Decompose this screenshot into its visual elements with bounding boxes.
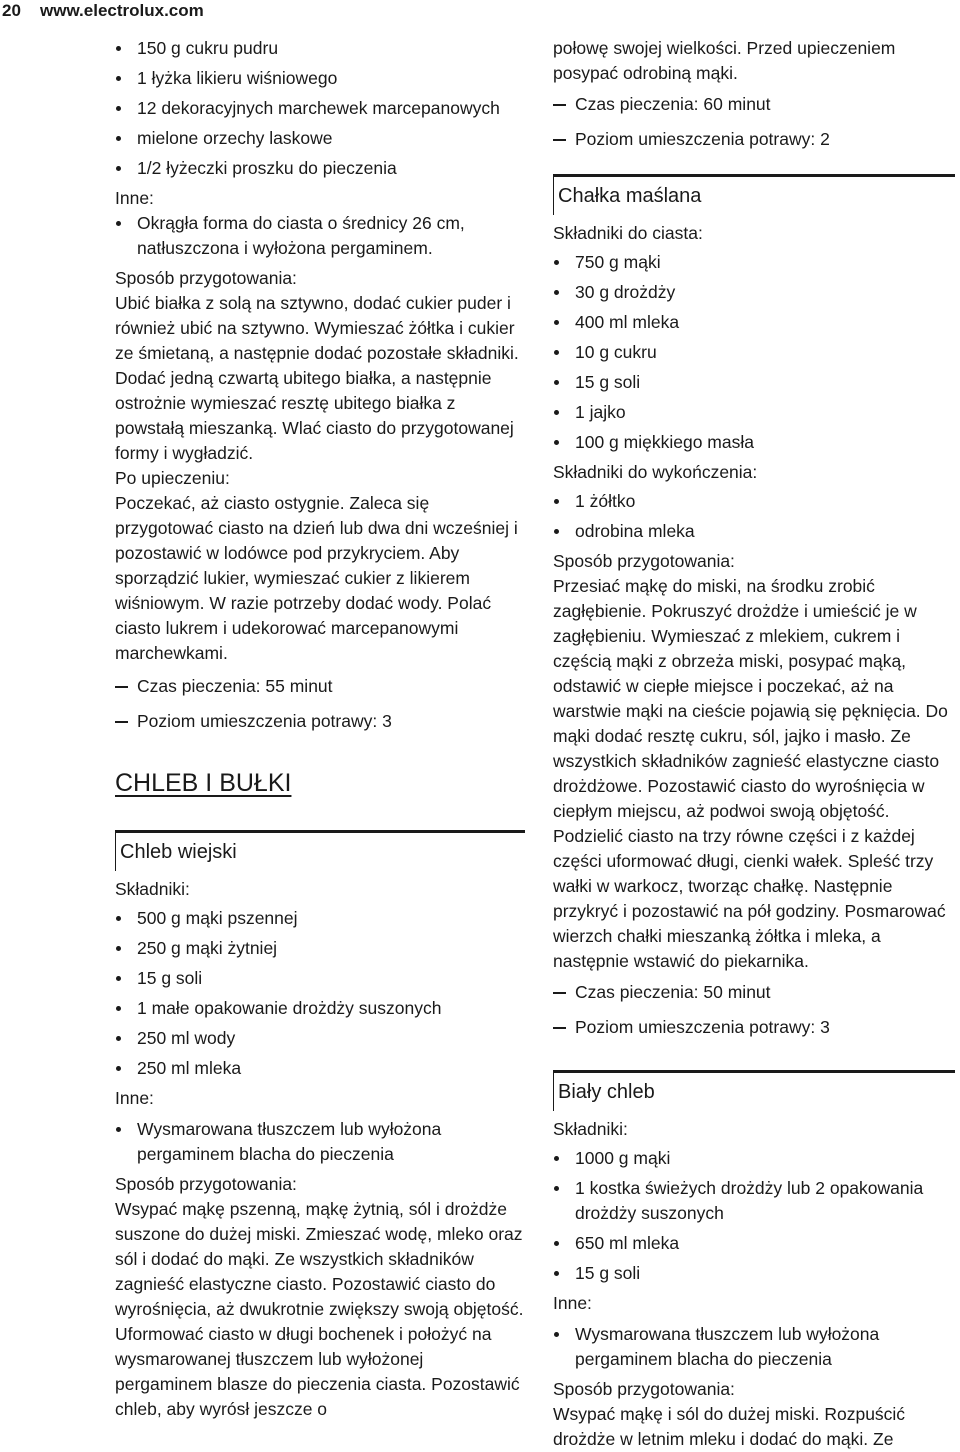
method-label: Sposób przygotowania: [115, 1174, 297, 1194]
shelf-level: Poziom umieszczenia potrawy: 2 [553, 127, 955, 152]
method-label: Sposób przygotowania: [553, 1379, 735, 1399]
finish-ingredient-list [553, 489, 955, 544]
list-item: 1 żółtko [553, 489, 955, 514]
shelf-level: Poziom umieszczenia potrawy: 3 [553, 1015, 955, 1040]
list-item: 150 g cukru pudru [115, 36, 525, 61]
list-item: 250 g mąki żytniej [115, 936, 525, 961]
method-label: Sposób przygotowania: [553, 551, 735, 571]
ingredient-list [115, 906, 525, 1081]
ingredient-list-top [115, 36, 525, 181]
method-text: Wsypać mąkę pszenną, mąkę żytnią, sól i drożdże suszone do dużej miski. Zmieszać wodę, mleko oraz sól i dodać do mąki. Ze wszystkich składników zagnieść elastyczne ciasto. Pozostawić ciasto do wyrośnięcia, aż dwukrotnie zwiększy swoją objętość. Uformować ciasto w długi bochenek i położyć na wysmarowanej tłuszczem lub wyłożonej pergaminem blasze do pieczenia ciasta. Pozostawić chleb, aby wyrósł jeszcze o [115, 1199, 524, 1419]
list-item: 1 kostka świeżych drożdży lub 2 opakowania drożdży suszonych [553, 1176, 955, 1226]
chapter-title: CHLEB I BUŁKI [115, 769, 292, 797]
shelf-level: Poziom umieszczenia potrawy: 3 [115, 709, 525, 734]
other-list [115, 1117, 525, 1167]
list-item: Wysmarowana tłuszczem lub wyłożona pergaminem blacha do pieczenia [115, 1117, 525, 1167]
page-number: 20 [2, 1, 21, 20]
left-column [115, 36, 525, 1422]
other-label: Inne: [115, 1088, 154, 1108]
list-item: 30 g drożdży [553, 280, 955, 305]
baking-info-list [553, 980, 955, 1040]
method-text: Przesiać mąkę do miski, na środku zrobić zagłębienie. Pokruszyć drożdże i umieścić je w zagłębieniu. Wymieszać z mlekiem, cukrem i częścią mąki z obrzeża miski, posypać mąką, odstawić w ciepłe miejsce i poczekać, aż na warstwie mąki na cieście pojawią się pęknięcia. Do mąki dodać resztę cukru, sól, jajko i masło. Ze wszystkich składników zagnieść elastyczne ciasto drożdżowe. Pozostawić ciasto do wyrośnięcia w ciepłym miejscu, aż podwoi swoją objętość. Podzielić ciasto na trzy równe części i z każdej części uformować długi, cienki wałek. Spleść trzy wałki w warkocz, tworząc chałkę. Następnie przykryć i pozostawić na pół godziny. Posmarować wierzch chałki mieszanką żółtka i mleka, a następnie wstawić do piekarnika. [553, 576, 948, 971]
other-label: Inne: [115, 188, 154, 208]
baking-info-list [553, 92, 955, 152]
ingredient-list [553, 1146, 955, 1286]
list-item: 10 g cukru [553, 340, 955, 365]
baking-info-list [115, 674, 525, 734]
baking-time: Czas pieczenia: 60 minut [553, 92, 955, 117]
right-column [553, 36, 955, 1452]
list-item: 650 ml mleka [553, 1231, 955, 1256]
list-item: 1/2 łyżeczki proszku do pieczenia [115, 156, 525, 181]
list-item: 15 g soli [115, 966, 525, 991]
method-text: Ubić białka z solą na sztywno, dodać cukier puder i również ubić na sztywno. Wymieszać żółtka i cukier ze śmietaną, a następnie dodać pozostałe składniki. Dodać jedną czwartą ubitego białka, a następnie ostrożnie wymieszać resztę ubitego białka z powstałą mieszanką. Wlać ciasto do przygotowanej formy i wygładzić. [115, 293, 519, 463]
ingredients-label: Składniki do ciasta: [553, 223, 703, 243]
list-item: 250 ml wody [115, 1026, 525, 1051]
list-item: 1000 g mąki [553, 1146, 955, 1171]
ingredients-label: Składniki: [553, 1119, 628, 1139]
finish-ingredients-label: Składniki do wykończenia: [553, 462, 758, 482]
list-item: 500 g mąki pszennej [115, 906, 525, 931]
baking-time: Czas pieczenia: 55 minut [115, 674, 525, 699]
list-item: Okrągła forma do ciasta o średnicy 26 cm, natłuszczona i wyłożona pergaminem. [115, 211, 525, 261]
method-label: Sposób przygotowania: [115, 268, 297, 288]
list-item: 12 dekoracyjnych marchewek marcepanowych [115, 96, 525, 121]
list-item: 250 ml mleka [115, 1056, 525, 1081]
list-item: odrobina mleka [553, 519, 955, 544]
list-item: 1 łyżka likieru wiśniowego [115, 66, 525, 91]
header-url: www.electrolux.com [40, 1, 204, 20]
method-text: Wsypać mąkę i sól do dużej miski. Rozpuścić drożdże w letnim mleku i dodać do mąki. Ze [553, 1404, 906, 1449]
list-item: 1 jajko [553, 400, 955, 425]
after-baking-label: Po upieczeniu: [115, 468, 230, 488]
list-item: 15 g soli [553, 370, 955, 395]
other-label: Inne: [553, 1293, 592, 1313]
list-item: 100 g miękkiego masła [553, 430, 955, 455]
continued-text: połowę swojej wielkości. Przed upieczeniem posypać odrobiną mąki. [553, 38, 896, 83]
list-item: Wysmarowana tłuszczem lub wyłożona pergaminem blacha do pieczenia [553, 1322, 955, 1372]
ingredients-label: Składniki: [115, 879, 190, 899]
list-item: mielone orzechy laskowe [115, 126, 525, 151]
list-item: 1 małe opakowanie drożdży suszonych [115, 996, 525, 1021]
recipe-title: Biały chleb [553, 1070, 955, 1111]
baking-time: Czas pieczenia: 50 minut [553, 980, 955, 1005]
ingredient-list [553, 250, 955, 455]
after-baking-text: Poczekać, aż ciasto ostygnie. Zaleca się przygotować ciasto na dzień lub dwa dni wcześniej i pozostawić w lodówce pod przykryciem. Aby sporządzić lukier, wymieszać cukier z likierem wiśniowym. W razie potrzeby dodać wody. Polać ciasto lukrem i udekorować marcepanowymi marchewkami. [115, 493, 518, 663]
recipe-title: Chleb wiejski [115, 830, 525, 871]
list-item: 400 ml mleka [553, 310, 955, 335]
other-list [115, 211, 525, 261]
list-item: 15 g soli [553, 1261, 955, 1286]
other-list [553, 1322, 955, 1372]
recipe-title: Chałka maślana [553, 174, 955, 215]
list-item: 750 g mąki [553, 250, 955, 275]
